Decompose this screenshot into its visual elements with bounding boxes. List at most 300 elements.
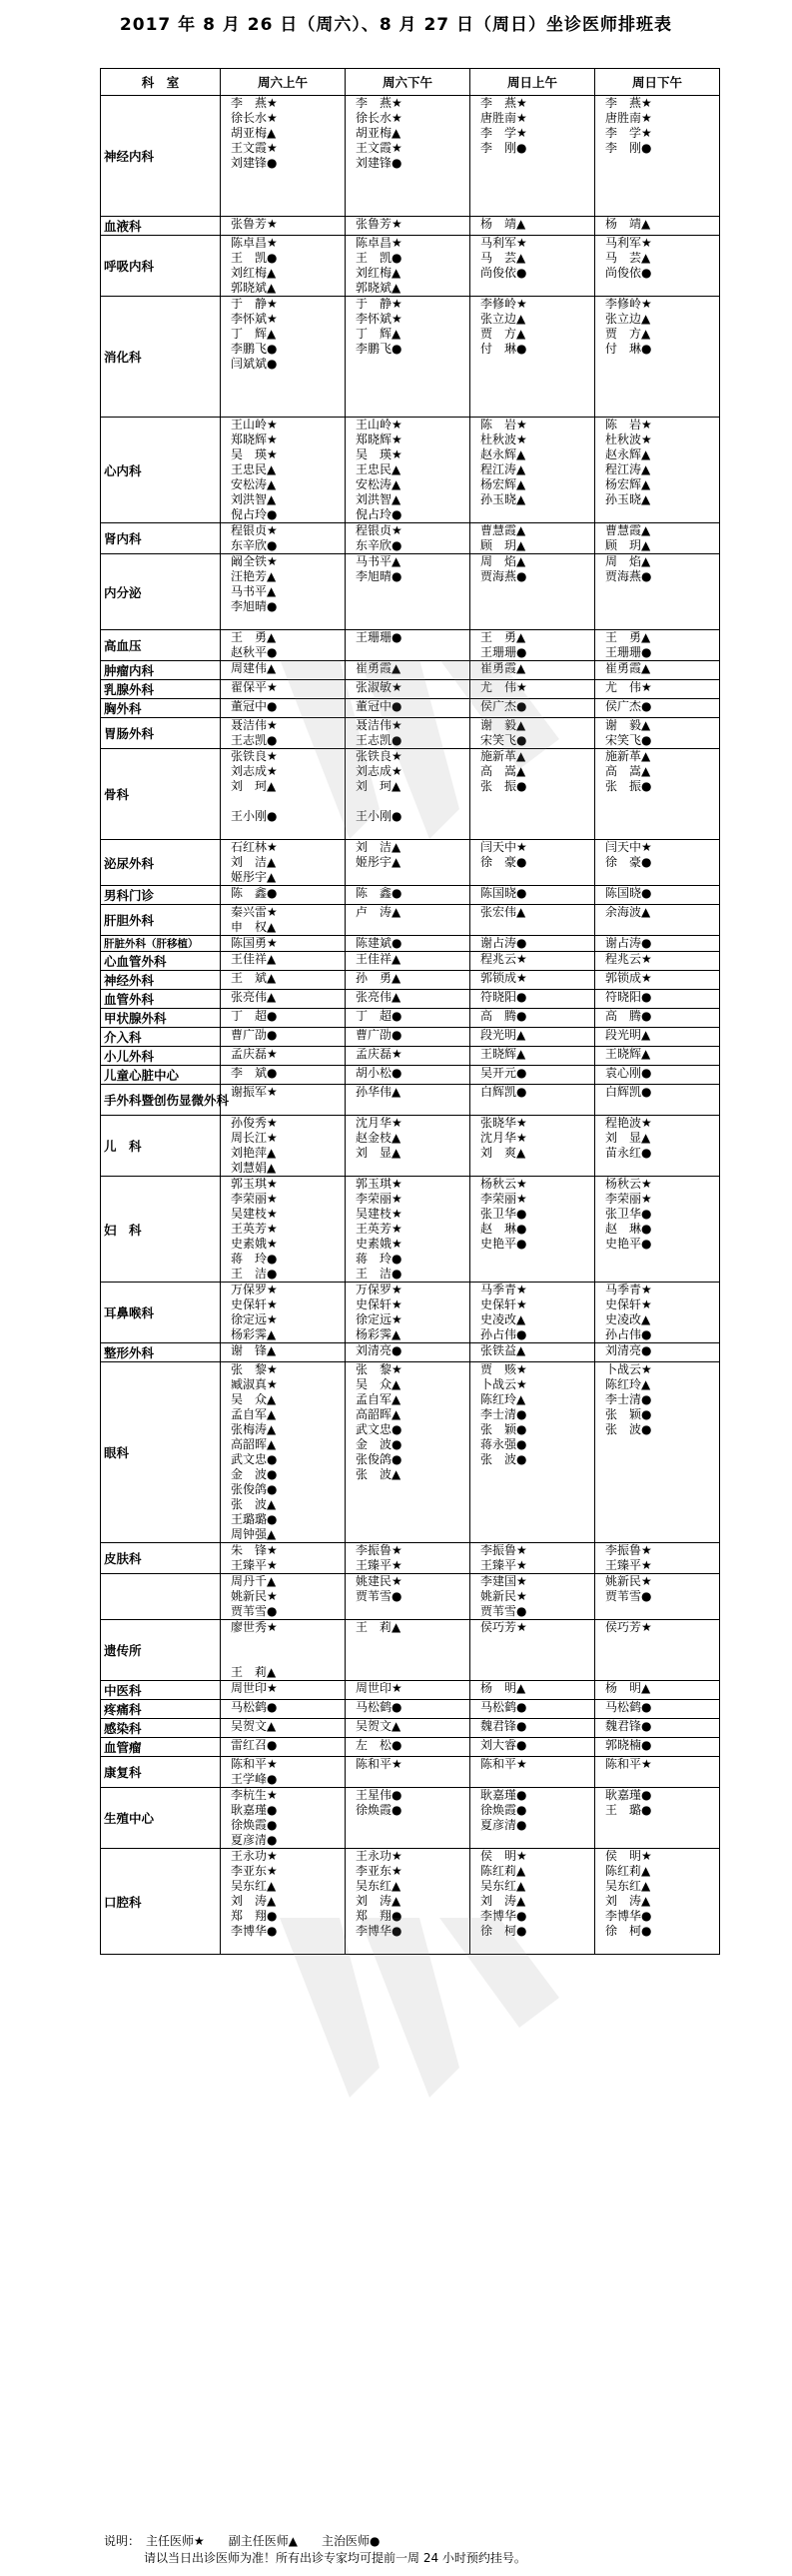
doctor-entry: 王星伟● bbox=[356, 1788, 402, 1802]
doctor-entry: 杨秋云★ bbox=[605, 1177, 652, 1191]
doctor-entry: 东辛欣● bbox=[356, 538, 402, 552]
shift-cell-sat-pm bbox=[346, 1283, 470, 1343]
shift-cell-sat-pm bbox=[346, 1047, 470, 1066]
shift-cell-sun-pm bbox=[595, 1719, 720, 1738]
doctor-entry: 马 芸▲ bbox=[480, 251, 526, 265]
table-row bbox=[101, 718, 720, 749]
doctor-entry: 张晓华★ bbox=[480, 1116, 527, 1130]
doctor-entry: 张铁益▲ bbox=[480, 1343, 526, 1357]
shift-cell-sun-pm bbox=[595, 96, 720, 217]
shift-cell-sat-am bbox=[221, 96, 346, 217]
shift-cell-sun-pm bbox=[595, 680, 720, 699]
doctor-entry: 马季青★ bbox=[480, 1283, 527, 1296]
doctor-entry: 谢占涛● bbox=[605, 936, 652, 950]
doctor-entry: 董冠中● bbox=[356, 699, 402, 713]
doctor-entry: 王 勇▲ bbox=[605, 630, 651, 644]
table-row bbox=[101, 554, 720, 630]
shift-cell-sun-pm bbox=[595, 1362, 720, 1543]
department-cell: 感染科 bbox=[101, 1719, 221, 1738]
doctor-entry: 余海波▲ bbox=[605, 905, 651, 919]
doctor-entry: 王 璐● bbox=[605, 1803, 652, 1817]
doctor-entry: 翟保平★ bbox=[231, 680, 278, 694]
shift-cell-sat-am bbox=[221, 749, 346, 840]
doctor-entry: 马松鹤● bbox=[356, 1700, 402, 1714]
doctor-entry: 金 波● bbox=[356, 1437, 402, 1451]
doctor-entry: 史保轩★ bbox=[480, 1297, 527, 1311]
doctor-entry: 史保轩★ bbox=[356, 1297, 402, 1311]
shift-cell-sat-pm bbox=[346, 840, 470, 886]
doctor-entry: 申 权▲ bbox=[231, 920, 277, 934]
doctor-entry: 王璐璐● bbox=[231, 1512, 278, 1526]
doctor-entry: 王志凯● bbox=[356, 733, 402, 747]
shift-cell-sun-pm bbox=[595, 936, 720, 952]
doctor-entry: 徐定远★ bbox=[231, 1312, 278, 1326]
doctor-entry: 聂洁伟★ bbox=[231, 718, 278, 732]
doctor-entry: 刘洪智▲ bbox=[231, 492, 277, 506]
doctor-entry: 张亮伟▲ bbox=[231, 990, 277, 1004]
shift-cell-sat-am bbox=[221, 1757, 346, 1788]
department-cell: 肝胆外科 bbox=[101, 905, 221, 936]
doctor-entry: 尤 伟★ bbox=[605, 680, 652, 694]
doctor-entry: 马利军★ bbox=[480, 236, 527, 250]
doctor-entry: 李 燕★ bbox=[356, 96, 402, 110]
doctor-entry: 赵 琳● bbox=[605, 1222, 652, 1236]
doctor-entry: 姚新民★ bbox=[231, 1589, 278, 1603]
doctor-entry: 王文霞★ bbox=[356, 141, 402, 155]
doctor-entry: 郭晓斌▲ bbox=[356, 281, 401, 295]
doctor-entry: 胡小松● bbox=[356, 1066, 402, 1080]
doctor-entry: 秦兴雷★ bbox=[231, 905, 278, 919]
doctor-entry: 周 焰▲ bbox=[480, 554, 526, 568]
doctor-entry: 马书平▲ bbox=[356, 554, 401, 568]
table-row bbox=[101, 1543, 720, 1574]
shift-cell-sun-am bbox=[470, 990, 595, 1009]
doctor-entry: 李荣丽★ bbox=[605, 1192, 652, 1206]
shift-cell-sat-am bbox=[221, 952, 346, 971]
table-row bbox=[101, 1047, 720, 1066]
doctor-entry: 侯巧芳★ bbox=[480, 1620, 527, 1634]
doctor-entry: 王晓辉▲ bbox=[605, 1047, 651, 1061]
doctor-entry: 李博华● bbox=[356, 1924, 402, 1938]
shift-cell-sun-pm bbox=[595, 418, 720, 523]
shift-cell-sat-pm bbox=[346, 1719, 470, 1738]
doctor-entry: 张 黎★ bbox=[356, 1362, 402, 1376]
doctor-entry: 陈卓昌★ bbox=[231, 236, 278, 250]
doctor-entry: 石红林★ bbox=[231, 840, 278, 854]
doctor-entry: 苗永红● bbox=[605, 1146, 652, 1160]
department-cell: 神经内科 bbox=[101, 96, 221, 217]
doctor-entry: 崔勇霞▲ bbox=[356, 661, 401, 675]
doctor-entry: 白辉凯● bbox=[605, 1085, 652, 1099]
department-cell: 眼科 bbox=[101, 1362, 221, 1543]
doctor-entry: 丁 辉▲ bbox=[231, 327, 277, 341]
doctor-entry: 郭玉琪★ bbox=[231, 1177, 278, 1191]
doctor-entry: 史艳平● bbox=[605, 1237, 652, 1251]
department-cell: 肾内科 bbox=[101, 523, 221, 554]
table-row bbox=[101, 749, 720, 840]
doctor-entry: 徐 豪● bbox=[605, 855, 652, 869]
department-cell: 泌尿外科 bbox=[101, 840, 221, 886]
doctor-entry: 陈国晓● bbox=[605, 886, 652, 900]
doctor-entry: 杜秋波★ bbox=[480, 432, 527, 446]
shift-cell-sat-am bbox=[221, 886, 346, 905]
shift-cell-sat-pm bbox=[346, 952, 470, 971]
doctor-entry: 闫天中★ bbox=[480, 840, 527, 854]
table-row bbox=[101, 905, 720, 936]
doctor-entry: 陈红玲▲ bbox=[605, 1377, 651, 1391]
doctor-entry: 尚俊依● bbox=[480, 266, 527, 280]
header-department: 科 室 bbox=[101, 69, 221, 96]
doctor-entry: 卜战云★ bbox=[605, 1362, 652, 1376]
doctor-entry: 徐定远★ bbox=[356, 1312, 402, 1326]
table-row bbox=[101, 1620, 720, 1681]
shift-cell-sun-pm bbox=[595, 749, 720, 840]
doctor-entry: 孙俊秀★ bbox=[231, 1116, 278, 1130]
shift-cell-sun-pm bbox=[595, 840, 720, 886]
shift-cell-sun-pm bbox=[595, 217, 720, 236]
shift-cell-sun-pm bbox=[595, 1085, 720, 1116]
shift-cell-sat-pm bbox=[346, 1028, 470, 1047]
shift-cell-sun-pm bbox=[595, 1009, 720, 1028]
doctor-entry: 李士清● bbox=[480, 1407, 527, 1421]
doctor-entry: 李亚东★ bbox=[356, 1864, 402, 1878]
doctor-entry: 刘 洁▲ bbox=[231, 855, 277, 869]
doctor-entry: 段光明▲ bbox=[480, 1028, 526, 1042]
doctor-entry: 张 黎★ bbox=[231, 1362, 278, 1376]
department-cell: 耳鼻喉科 bbox=[101, 1283, 221, 1343]
shift-cell-sun-am bbox=[470, 1177, 595, 1283]
doctor-entry: 刘建锋● bbox=[356, 156, 402, 170]
doctor-entry: 史素娥★ bbox=[356, 1237, 402, 1251]
doctor-entry: 吴 众▲ bbox=[356, 1377, 401, 1391]
shift-cell-sat-pm bbox=[346, 236, 470, 297]
doctor-entry: 陈 鑫● bbox=[231, 886, 278, 900]
shift-cell-sat-am bbox=[221, 1116, 346, 1177]
doctor-entry: 尚俊依● bbox=[605, 266, 652, 280]
doctor-entry: 倪占玲● bbox=[356, 507, 402, 521]
doctor-entry bbox=[231, 794, 345, 809]
doctor-entry: 程艳波★ bbox=[605, 1116, 652, 1130]
doctor-entry: 李 学★ bbox=[480, 126, 527, 140]
doctor-entry: 刘洪智▲ bbox=[356, 492, 401, 506]
shift-cell-sat-am bbox=[221, 1620, 346, 1681]
doctor-entry: 马松鹤● bbox=[480, 1700, 527, 1714]
shift-cell-sat-pm bbox=[346, 699, 470, 718]
shift-cell-sun-pm bbox=[595, 971, 720, 990]
table-row bbox=[101, 971, 720, 990]
department-cell: 男科门诊 bbox=[101, 886, 221, 905]
shift-cell-sat-am bbox=[221, 990, 346, 1009]
doctor-entry: 王学峰● bbox=[231, 1772, 278, 1786]
doctor-entry: 张 波● bbox=[605, 1422, 652, 1436]
header-sat-am: 周六上午 bbox=[221, 69, 346, 96]
doctor-entry: 李博华● bbox=[480, 1909, 527, 1923]
legend-note: 说明： 主任医师★ 副主任医师▲ 主治医师● bbox=[104, 2534, 381, 2548]
doctor-entry: 吴东红▲ bbox=[605, 1879, 651, 1893]
doctor-entry: 吴开元● bbox=[480, 1066, 527, 1080]
doctor-entry: 吴东红▲ bbox=[356, 1879, 401, 1893]
doctor-entry: 倪占玲● bbox=[231, 507, 278, 521]
shift-cell-sun-am bbox=[470, 1047, 595, 1066]
doctor-entry: 李荣丽★ bbox=[231, 1192, 278, 1206]
shift-cell-sun-am bbox=[470, 699, 595, 718]
doctor-entry: 王永功★ bbox=[356, 1849, 402, 1863]
table-row bbox=[101, 1362, 720, 1543]
doctor-entry: 高 嵩▲ bbox=[605, 764, 651, 778]
doctor-entry: 唐胜南★ bbox=[605, 111, 652, 125]
shift-cell-sun-am bbox=[470, 1757, 595, 1788]
doctor-entry: 李 学★ bbox=[605, 126, 652, 140]
department-cell: 疼痛科 bbox=[101, 1700, 221, 1719]
shift-cell-sun-am bbox=[470, 1085, 595, 1116]
shift-cell-sun-am bbox=[470, 630, 595, 661]
header-sun-am: 周日上午 bbox=[470, 69, 595, 96]
shift-cell-sat-pm bbox=[346, 1788, 470, 1849]
doctor-entry: 吴东红▲ bbox=[480, 1879, 526, 1893]
shift-cell-sat-am bbox=[221, 1343, 346, 1362]
doctor-entry: 崔勇霞▲ bbox=[605, 661, 651, 675]
doctor-entry: 李旭晴● bbox=[356, 569, 402, 583]
doctor-entry: 王 凯● bbox=[356, 251, 402, 265]
shift-cell-sat-pm bbox=[346, 630, 470, 661]
doctor-entry: 魏君锋● bbox=[605, 1719, 652, 1733]
doctor-entry: 张宏伟▲ bbox=[480, 905, 526, 919]
schedule-body bbox=[101, 96, 720, 1955]
doctor-entry: 王臻平★ bbox=[605, 1558, 652, 1572]
shift-cell-sun-am bbox=[470, 1681, 595, 1700]
shift-cell-sat-pm bbox=[346, 936, 470, 952]
doctor-entry: 蒋 玲● bbox=[231, 1252, 278, 1266]
doctor-entry: 贾 赅★ bbox=[480, 1362, 527, 1376]
shift-cell-sun-pm bbox=[595, 699, 720, 718]
shift-cell-sun-pm bbox=[595, 1047, 720, 1066]
department-cell: 口腔科 bbox=[101, 1849, 221, 1955]
doctor-entry: 郑晓辉★ bbox=[231, 432, 278, 446]
doctor-entry bbox=[231, 1635, 345, 1650]
doctor-entry: 张鲁芳★ bbox=[231, 217, 278, 231]
doctor-entry: 安松涛▲ bbox=[356, 477, 401, 491]
doctor-entry: 孟自军▲ bbox=[356, 1392, 401, 1406]
doctor-entry: 尤 伟★ bbox=[480, 680, 527, 694]
shift-cell-sun-am bbox=[470, 718, 595, 749]
shift-cell-sun-am bbox=[470, 297, 595, 418]
department-cell: 遗传所 bbox=[101, 1620, 221, 1681]
doctor-entry: 吴 众▲ bbox=[231, 1392, 277, 1406]
doctor-entry: 孙华伟▲ bbox=[356, 1085, 401, 1099]
doctor-entry: 刘清亮● bbox=[605, 1343, 652, 1357]
doctor-entry: 袁心刚● bbox=[605, 1066, 652, 1080]
doctor-entry: 王文霞★ bbox=[231, 141, 278, 155]
shift-cell-sat-am bbox=[221, 680, 346, 699]
shift-cell-sat-am bbox=[221, 630, 346, 661]
doctor-entry: 张铁良★ bbox=[356, 749, 402, 763]
shift-cell-sat-am bbox=[221, 297, 346, 418]
table-row bbox=[101, 1116, 720, 1177]
shift-cell-sat-am bbox=[221, 905, 346, 936]
shift-cell-sat-am bbox=[221, 1738, 346, 1757]
shift-cell-sun-am bbox=[470, 96, 595, 217]
doctor-entry: 周丹千▲ bbox=[231, 1574, 277, 1588]
shift-cell-sat-pm bbox=[346, 1738, 470, 1757]
table-row bbox=[101, 952, 720, 971]
shift-cell-sun-pm bbox=[595, 1757, 720, 1788]
doctor-entry: 王 洁● bbox=[231, 1267, 278, 1281]
department-cell: 乳腺外科 bbox=[101, 680, 221, 699]
doctor-entry: 马松鹤● bbox=[605, 1700, 652, 1714]
doctor-entry: 张 波▲ bbox=[231, 1497, 277, 1511]
shift-cell-sun-pm bbox=[595, 886, 720, 905]
shift-cell-sun-pm bbox=[595, 1849, 720, 1955]
doctor-entry: 朱 锋★ bbox=[231, 1543, 278, 1557]
doctor-entry: 王小刚● bbox=[231, 809, 278, 823]
doctor-entry: 王臻平★ bbox=[480, 1558, 527, 1572]
doctor-entry: 陈和平★ bbox=[231, 1757, 278, 1771]
shift-cell-sat-am bbox=[221, 1047, 346, 1066]
doctor-entry: 李 刚● bbox=[605, 141, 652, 155]
doctor-entry: 阚全铁★ bbox=[231, 554, 278, 568]
doctor-entry: 武文忠● bbox=[356, 1422, 402, 1436]
doctor-entry: 万保罗★ bbox=[356, 1283, 402, 1296]
doctor-entry: 曹广劭● bbox=[356, 1028, 402, 1042]
doctor-entry: 贾苇雪● bbox=[480, 1604, 527, 1618]
doctor-entry: 李亚东★ bbox=[231, 1864, 278, 1878]
doctor-entry: 陈 岩★ bbox=[605, 418, 652, 431]
department-cell: 介入科 bbox=[101, 1028, 221, 1047]
doctor-entry: 高 腾● bbox=[480, 1009, 527, 1023]
table-row bbox=[101, 96, 720, 217]
shift-cell-sat-pm bbox=[346, 971, 470, 990]
shift-cell-sat-pm bbox=[346, 217, 470, 236]
table-row bbox=[101, 1283, 720, 1343]
doctor-entry: 贾 方▲ bbox=[480, 327, 526, 341]
doctor-entry: 耿嘉瑾● bbox=[480, 1788, 527, 1802]
doctor-entry: 王 凯● bbox=[231, 251, 278, 265]
doctor-entry: 程兆云★ bbox=[480, 952, 527, 966]
doctor-entry: 李振鲁★ bbox=[605, 1543, 652, 1557]
table-row bbox=[101, 840, 720, 886]
shift-cell-sun-am bbox=[470, 680, 595, 699]
doctor-entry: 高 嵩▲ bbox=[480, 764, 526, 778]
doctor-entry: 王 斌▲ bbox=[231, 971, 277, 985]
doctor-entry: 陈国勇★ bbox=[231, 936, 278, 950]
shift-cell-sun-am bbox=[470, 1620, 595, 1681]
doctor-entry: 李振鲁★ bbox=[356, 1543, 402, 1557]
doctor-entry: 高韶晖▲ bbox=[356, 1407, 401, 1421]
shift-cell-sat-am bbox=[221, 418, 346, 523]
doctor-entry: 高韶晖▲ bbox=[231, 1437, 277, 1451]
doctor-entry: 杨秋云★ bbox=[480, 1177, 527, 1191]
doctor-entry: 贾 方▲ bbox=[605, 327, 651, 341]
shift-cell-sat-pm bbox=[346, 1849, 470, 1955]
shift-cell-sat-pm bbox=[346, 1543, 470, 1574]
doctor-entry: 侯巧芳★ bbox=[605, 1620, 652, 1634]
doctor-entry: 李修岭★ bbox=[480, 297, 527, 311]
header-row bbox=[101, 69, 720, 96]
shift-cell-sun-pm bbox=[595, 1283, 720, 1343]
shift-cell-sun-am bbox=[470, 1738, 595, 1757]
doctor-entry: 李博华● bbox=[605, 1909, 652, 1923]
doctor-entry: 徐长水★ bbox=[231, 111, 278, 125]
doctor-entry: 闫斌斌● bbox=[231, 357, 278, 371]
doctor-entry: 东辛欣● bbox=[231, 538, 278, 552]
shift-cell-sat-pm bbox=[346, 718, 470, 749]
shift-cell-sun-pm bbox=[595, 1738, 720, 1757]
table-row bbox=[101, 217, 720, 236]
table-row bbox=[101, 1757, 720, 1788]
doctor-entry: 李 燕★ bbox=[231, 96, 278, 110]
doctor-entry: 卢 涛▲ bbox=[356, 905, 401, 919]
shift-cell-sat-pm bbox=[346, 749, 470, 840]
doctor-entry: 姚新民★ bbox=[605, 1574, 652, 1588]
doctor-entry: 谢 毅▲ bbox=[605, 718, 651, 732]
doctor-entry: 廖世秀★ bbox=[231, 1620, 278, 1634]
doctor-entry: 史凌改▲ bbox=[605, 1312, 651, 1326]
doctor-entry: 董冠中● bbox=[231, 699, 278, 713]
doctor-entry: 施新革▲ bbox=[480, 749, 526, 763]
table-row bbox=[101, 680, 720, 699]
shift-cell-sat-am bbox=[221, 1066, 346, 1085]
table-row bbox=[101, 523, 720, 554]
shift-cell-sun-am bbox=[470, 418, 595, 523]
doctor-entry: 郭玉琪★ bbox=[356, 1177, 402, 1191]
table-row bbox=[101, 990, 720, 1009]
doctor-entry: 马书平▲ bbox=[231, 584, 277, 598]
table-row bbox=[101, 1574, 720, 1620]
doctor-entry: 郑 翔● bbox=[231, 1909, 278, 1923]
doctor-entry: 付 琳● bbox=[605, 342, 652, 356]
schedule-table bbox=[100, 68, 720, 1955]
table-row bbox=[101, 418, 720, 523]
shift-cell-sat-pm bbox=[346, 1700, 470, 1719]
doctor-entry: 姬彤宇▲ bbox=[231, 870, 277, 884]
shift-cell-sat-pm bbox=[346, 661, 470, 680]
doctor-entry: 张 振● bbox=[605, 779, 652, 793]
doctor-entry: 马季青★ bbox=[605, 1283, 652, 1296]
doctor-entry: 陈卓昌★ bbox=[356, 236, 402, 250]
doctor-entry: 张 振● bbox=[480, 779, 527, 793]
doctor-entry: 侯 明★ bbox=[480, 1849, 527, 1863]
doctor-entry: 宋笑飞● bbox=[480, 733, 527, 747]
doctor-entry: 张 波▲ bbox=[356, 1467, 401, 1481]
doctor-entry: 白辉凯● bbox=[480, 1085, 527, 1099]
department-cell: 神经外科 bbox=[101, 971, 221, 990]
doctor-entry: 李修岭★ bbox=[605, 297, 652, 311]
doctor-entry: 刘志成★ bbox=[356, 764, 402, 778]
doctor-entry: 郭锁成★ bbox=[480, 971, 527, 985]
shift-cell-sat-am bbox=[221, 1700, 346, 1719]
doctor-entry: 于 静★ bbox=[356, 297, 402, 311]
table-row bbox=[101, 886, 720, 905]
shift-cell-sat-pm bbox=[346, 1066, 470, 1085]
shift-cell-sun-pm bbox=[595, 1620, 720, 1681]
shift-cell-sun-pm bbox=[595, 236, 720, 297]
doctor-entry: 于 静★ bbox=[231, 297, 278, 311]
department-cell: 儿童心脏中心 bbox=[101, 1066, 221, 1085]
doctor-entry: 刘 珂▲ bbox=[231, 779, 277, 793]
doctor-entry: 张卫华● bbox=[605, 1207, 652, 1221]
shift-cell-sun-pm bbox=[595, 952, 720, 971]
doctor-entry: 段光明▲ bbox=[605, 1028, 651, 1042]
shift-cell-sun-am bbox=[470, 1849, 595, 1955]
doctor-entry: 曹慧霞▲ bbox=[480, 523, 526, 537]
doctor-entry: 史保轩★ bbox=[605, 1297, 652, 1311]
shift-cell-sat-pm bbox=[346, 1681, 470, 1700]
doctor-entry: 史凌改▲ bbox=[480, 1312, 526, 1326]
shift-cell-sun-pm bbox=[595, 554, 720, 630]
doctor-entry: 周建伟▲ bbox=[231, 661, 277, 675]
shift-cell-sat-am bbox=[221, 1283, 346, 1343]
doctor-entry: 孟庆磊★ bbox=[231, 1047, 278, 1061]
